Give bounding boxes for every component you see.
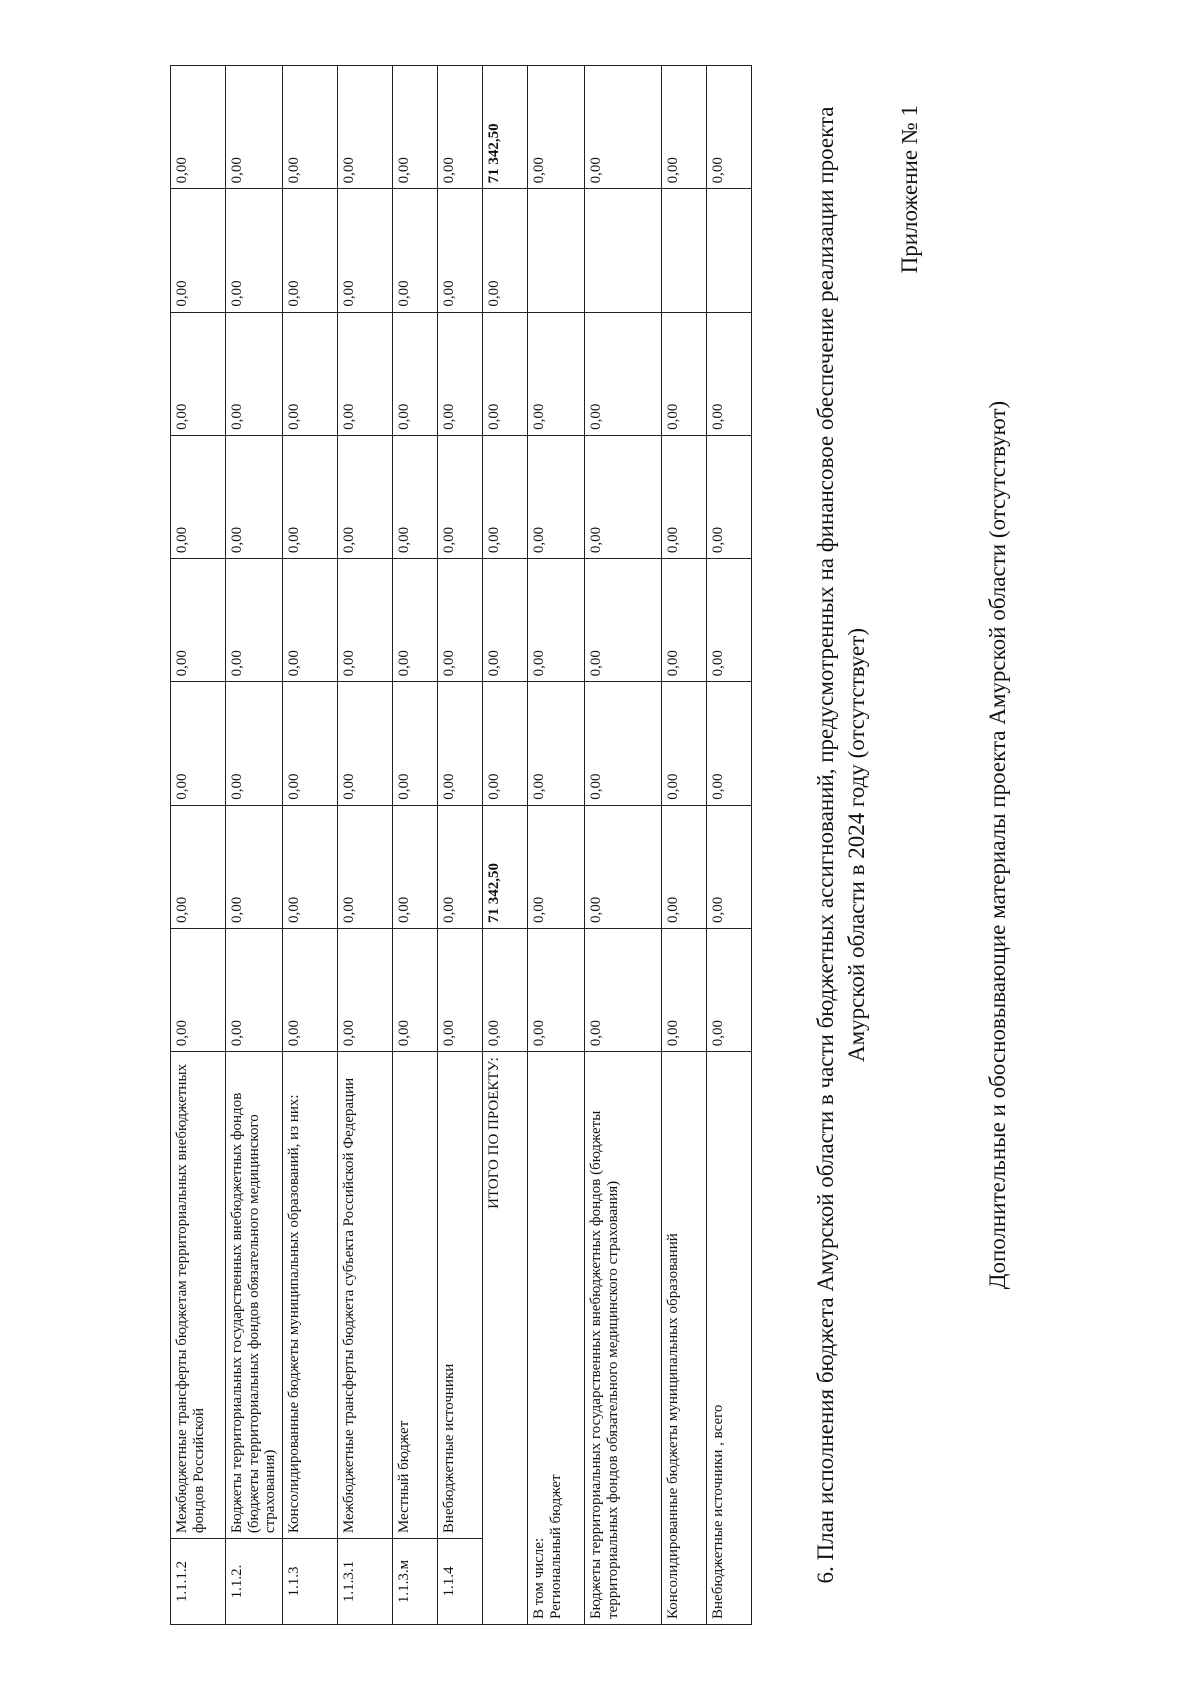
subtotal-value-cell: [707, 189, 752, 312]
value-cell: 0,00: [338, 559, 393, 682]
total-value-cell: 71 342,50: [483, 66, 528, 189]
value-cell: 0,00: [338, 435, 393, 558]
value-cell: 0,00: [393, 805, 438, 928]
value-cell: 0,00: [438, 312, 483, 435]
subtotal-value-cell: [528, 189, 585, 312]
value-cell: 0,00: [393, 559, 438, 682]
value-cell: 0,00: [283, 805, 338, 928]
value-cell: 0,00: [283, 682, 338, 805]
value-cell: 0,00: [438, 682, 483, 805]
value-cell: 0,00: [226, 435, 283, 558]
value-cell: 0,00: [171, 559, 226, 682]
subtotal-value-cell: 0,00: [662, 805, 707, 928]
row-number: 1.1.1.2: [171, 1539, 226, 1625]
value-cell: 0,00: [438, 435, 483, 558]
section-6-title: 6. План исполнения бюджета Амурской области в части бюджетных ассигнований, предусмотренных на финансовое обеспечение реализации проекта Амурской области в 2024 году (отсутствует): [813, 106, 870, 1584]
value-cell: 0,00: [338, 805, 393, 928]
table-row: [171, 66, 226, 1625]
value-cell: 0,00: [438, 66, 483, 189]
subtotal-value-cell: 0,00: [585, 682, 662, 805]
subtotal-value-cell: 0,00: [707, 805, 752, 928]
total-value-cell: 0,00: [483, 928, 528, 1051]
table-row: [338, 66, 393, 1625]
row-number: 1.1.3.1: [338, 1539, 393, 1625]
value-cell: 0,00: [226, 928, 283, 1051]
row-number: 1.1.3.м: [393, 1539, 438, 1625]
subtotal-name: Внебюджетные источники , всего: [707, 1052, 752, 1625]
table-row: [438, 66, 483, 1625]
subtotal-name: В том числе: Региональный бюджет: [528, 1052, 585, 1625]
row-number: 1.1.4: [438, 1539, 483, 1625]
value-cell: 0,00: [171, 435, 226, 558]
value-cell: 0,00: [338, 928, 393, 1051]
subtotal-value-cell: 0,00: [528, 559, 585, 682]
subtotal-row: [662, 66, 707, 1625]
row-name: Межбюджетные трансферты бюджетам территориальных внебюджетных фондов Российской: [171, 1052, 226, 1539]
total-label: ИТОГО ПО ПРОЕКТУ:: [483, 1052, 528, 1625]
total-value-cell: 71 342,50: [483, 805, 528, 928]
budget-table: [170, 65, 752, 1625]
value-cell: 0,00: [171, 805, 226, 928]
subtotal-value-cell: 0,00: [662, 928, 707, 1051]
subtotal-value-cell: 0,00: [707, 435, 752, 558]
subtotal-value-cell: 0,00: [585, 559, 662, 682]
subtotal-value-cell: 0,00: [585, 66, 662, 189]
subtotal-value-cell: 0,00: [662, 66, 707, 189]
value-cell: 0,00: [283, 559, 338, 682]
value-cell: 0,00: [226, 66, 283, 189]
value-cell: 0,00: [283, 66, 338, 189]
value-cell: 0,00: [283, 435, 338, 558]
value-cell: 0,00: [438, 805, 483, 928]
value-cell: 0,00: [226, 312, 283, 435]
value-cell: 0,00: [393, 928, 438, 1051]
value-cell: 0,00: [438, 559, 483, 682]
subtotal-value-cell: 0,00: [585, 805, 662, 928]
total-value-cell: 0,00: [483, 559, 528, 682]
table-row: [283, 66, 338, 1625]
subtotal-value-cell: 0,00: [707, 928, 752, 1051]
subtotal-value-cell: 0,00: [585, 312, 662, 435]
value-cell: 0,00: [171, 312, 226, 435]
total-value-cell: 0,00: [483, 312, 528, 435]
subtotal-value-cell: [662, 189, 707, 312]
value-cell: 0,00: [393, 312, 438, 435]
row-name: Внебюджетные источники: [438, 1052, 483, 1539]
subtotal-row: [528, 66, 585, 1625]
row-number: 1.1.2.: [226, 1539, 283, 1625]
value-cell: 0,00: [338, 312, 393, 435]
subtotal-value-cell: 0,00: [662, 682, 707, 805]
value-cell: 0,00: [338, 189, 393, 312]
subtotal-value-cell: 0,00: [662, 435, 707, 558]
value-cell: 0,00: [171, 928, 226, 1051]
value-cell: 0,00: [283, 189, 338, 312]
subtotal-value-cell: 0,00: [528, 805, 585, 928]
value-cell: 0,00: [438, 928, 483, 1051]
value-cell: 0,00: [171, 189, 226, 312]
subtotal-value-cell: 0,00: [707, 66, 752, 189]
subtotal-row: [585, 66, 662, 1625]
value-cell: 0,00: [283, 312, 338, 435]
additional-materials-heading: Дополнительные и обосновывающие материалы проекта Амурской области (отсутствуют): [985, 400, 1010, 1290]
value-cell: 0,00: [338, 682, 393, 805]
value-cell: 0,00: [226, 189, 283, 312]
subtotal-value-cell: 0,00: [585, 928, 662, 1051]
row-name: Межбюджетные трансферты бюджета субъекта Российской Федерации: [338, 1052, 393, 1539]
subtotal-name: Бюджеты территориальных государственных внебюджетных фондов (бюджеты территориальных фондов обязательного медицинского страхования): [585, 1052, 662, 1625]
total-value-cell: 0,00: [483, 435, 528, 558]
value-cell: 0,00: [338, 66, 393, 189]
value-cell: 0,00: [226, 559, 283, 682]
value-cell: 0,00: [171, 682, 226, 805]
appendix-label: Приложение № 1: [897, 105, 922, 274]
subtotal-row: [707, 66, 752, 1625]
value-cell: 0,00: [226, 805, 283, 928]
value-cell: 0,00: [393, 682, 438, 805]
row-name: Местный бюджет: [393, 1052, 438, 1539]
total-value-cell: 0,00: [483, 682, 528, 805]
row-name: Бюджеты территориальных государственных внебюджетных фондов (бюджеты территориальных фондов обязательного медицинского страхования): [226, 1052, 283, 1539]
value-cell: 0,00: [283, 928, 338, 1051]
value-cell: 0,00: [393, 435, 438, 558]
value-cell: 0,00: [393, 189, 438, 312]
value-cell: 0,00: [438, 189, 483, 312]
subtotal-name: Консолидированные бюджеты муниципальных образований: [662, 1052, 707, 1625]
value-cell: 0,00: [171, 66, 226, 189]
value-cell: 0,00: [393, 66, 438, 189]
subtotal-value-cell: 0,00: [528, 928, 585, 1051]
row-name: Консолидированные бюджеты муниципальных образований, из них:: [283, 1052, 338, 1539]
table-row: [226, 66, 283, 1625]
subtotal-value-cell: [585, 189, 662, 312]
subtotal-value-cell: 0,00: [528, 312, 585, 435]
subtotal-value-cell: 0,00: [528, 682, 585, 805]
rotated-page-content: [170, 65, 1090, 1625]
subtotal-value-cell: 0,00: [662, 312, 707, 435]
total-row: [483, 66, 528, 1625]
subtotal-value-cell: 0,00: [528, 435, 585, 558]
subtotal-value-cell: 0,00: [707, 559, 752, 682]
subtotal-value-cell: 0,00: [707, 312, 752, 435]
value-cell: 0,00: [226, 682, 283, 805]
subtotal-value-cell: 0,00: [585, 435, 662, 558]
subtotal-value-cell: 0,00: [662, 559, 707, 682]
table-row: [393, 66, 438, 1625]
total-value-cell: 0,00: [483, 189, 528, 312]
row-number: 1.1.3: [283, 1539, 338, 1625]
subtotal-value-cell: 0,00: [528, 66, 585, 189]
subtotal-value-cell: 0,00: [707, 682, 752, 805]
